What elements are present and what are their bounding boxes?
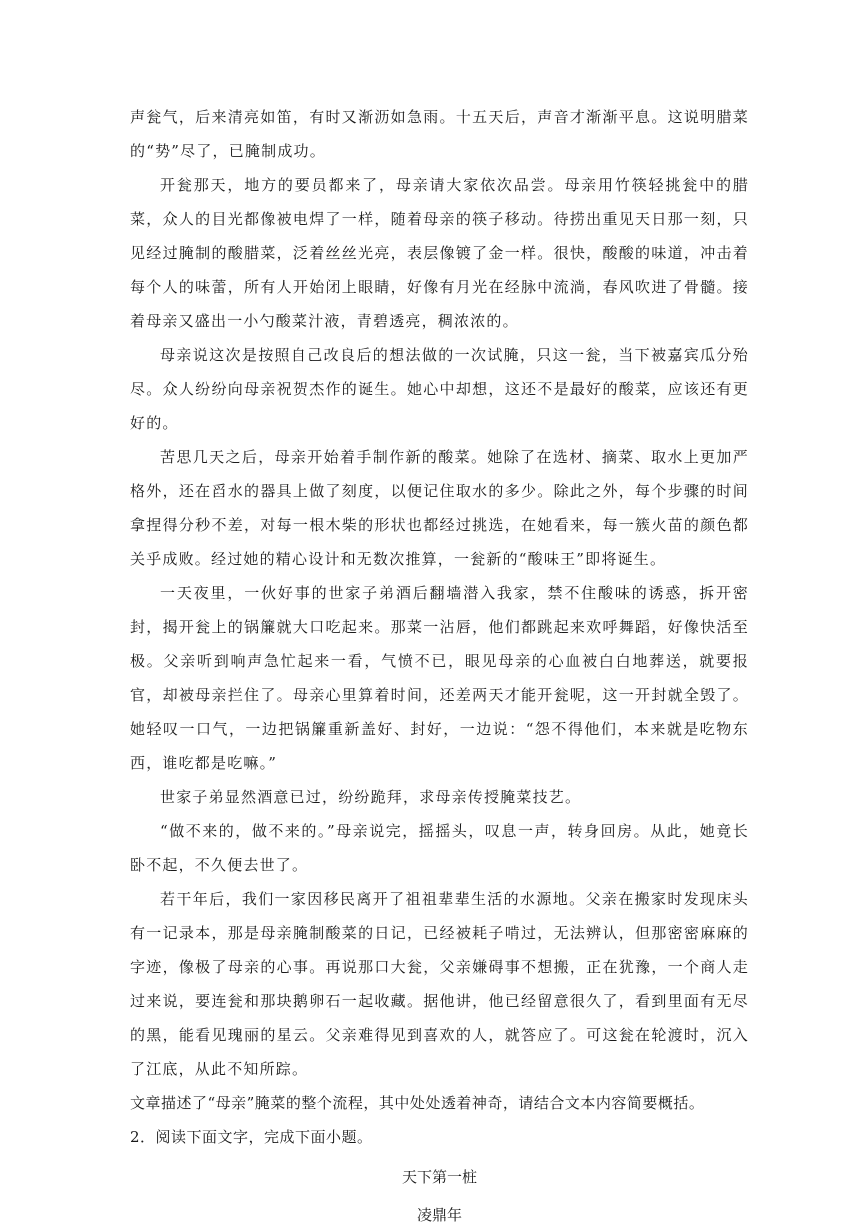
paragraph-kneel: 世家子弟显然酒意已过，纷纷跪拜，求母亲传授腌菜技艺。 bbox=[160, 788, 582, 806]
paragraph-trial-pickling: 母亲说这次是按照自己改良后的想法做的一次试腌，只这一瓮，当下被嘉宾瓜分殆尽。众人纷纷向母亲祝贺杰作的诞生。她心中却想，这还不是最好的酸菜，应该还有更好的。 bbox=[130, 346, 749, 432]
paragraph-mother-death: “做不来的，做不来的。”母亲说完，摇摇头，叹息一声，转身回房。从此，她竟长卧不起，不久便去世了。 bbox=[130, 822, 749, 874]
paragraph-continuation: 声瓮气，后来清亮如笛，有时又渐沥如急雨。十五天后，声音才渐渐平息。这说明腊菜的“势”尽了，已腌制成功。 bbox=[130, 108, 749, 160]
story-title: 天下第一桩 bbox=[401, 1168, 477, 1186]
story-author: 凌鼎年 bbox=[416, 1206, 462, 1224]
question-text: 文章描述了“母亲”腌菜的整个流程，其中处处透着神奇，请结合文本内容简要概括。 bbox=[130, 1094, 705, 1112]
paragraph-years-later: 若干年后，我们一家因移民离开了祖祖辈辈生活的水源地。父亲在搬家时发现床头有一记录本，那是母亲腌制酸菜的日记，已经被耗子啃过，无法辨认，但那密密麻麻的字迹，像极了母亲的心事。再说那口大瓮，父亲嫌碍事不想搬，正在犹豫，一个商人走过来说，要连瓮和那块鹅卵石一起收藏。据他讲，他已经留意很久了，看到里面有无尽的黑，能看见瑰丽的星云。父亲难得见到喜欢的人，就答应了。可这瓮在轮渡时，沉入了江底，从此不知所踪。 bbox=[130, 890, 749, 1078]
section-heading: 2．阅读下面文字，完成下面小题。 bbox=[130, 1128, 373, 1146]
paragraph-open-jar: 开瓮那天，地方的要员都来了，母亲请大家依次品尝。母亲用竹筷轻挑瓮中的腊菜，众人的目光都像被电焊了一样，随着母亲的筷子移动。待捞出重见天日那一刻，只见经过腌制的酸腊菜，泛着丝丝光亮，表层像镀了金一样。很快，酸酸的味道，冲击着每个人的味蕾，所有人开始闭上眼睛，好像有月光在经脉中流淌，春风吹进了骨髓。接着母亲又盛出一小勺酸菜汁液，青碧透亮，稠浓浓的。 bbox=[130, 176, 749, 330]
paragraph-night-intruders: 一天夜里，一伙好事的世家子弟酒后翻墙潜入我家，禁不住酸味的诱惑，拆开密封，揭开瓮上的锅簾就大口吃起来。那菜一沾唇，他们都跳起来欢呼舞蹈，好像快活至极。父亲听到响声急忙起来一看，气愤不已，眼见母亲的心血被白白地葬送，就要报官，却被母亲拦住了。母亲心里算着时间，还差两天才能开瓮呢，这一开封就全毁了。她轻叹一口气，一边把锅簾重新盖好、封好，一边说：“怨不得他们，本来就是吃物东西，谁吃都是吃嘛。” bbox=[130, 584, 749, 772]
paragraph-new-pickle: 苦思几天之后，母亲开始着手制作新的酸菜。她除了在选材、摘菜、取水上更加严格外，还在舀水的器具上做了刻度，以便记住取水的多少。除此之外，每个步骤的时间拿捏得分秒不差，对每一根木柴的形状也都经过挑选，在她看来，每一簇火苗的颜色都关乎成败。经过她的精心设计和无数次推算，一瓮新的“酸味王”即将诞生。 bbox=[130, 448, 749, 568]
